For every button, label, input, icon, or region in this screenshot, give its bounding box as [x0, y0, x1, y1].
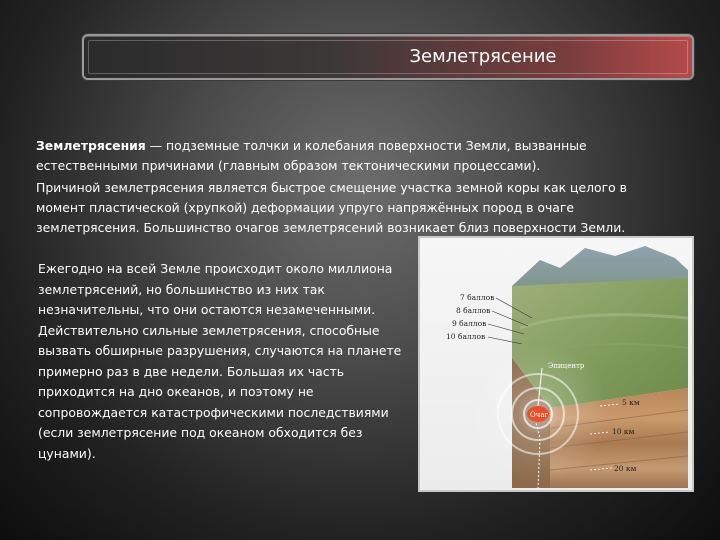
title-bar [84, 36, 692, 78]
intensity-label-7: 7 баллов [460, 293, 495, 302]
depth-label-5km: 5 км [622, 398, 640, 407]
intensity-label-10: 10 баллов [446, 332, 486, 341]
depth-label-20km: 20 км [614, 464, 637, 473]
cause-paragraph: Причиной землетрясения является быстрое смещение участка земной коры как целого в момент пластической (хрупкой) деформации упруго напряжённых пород в очаге землетрясения. Большинство очагов землетрясений возникает близ поверхности Земли. [36, 180, 627, 235]
definition-paragraph [36, 136, 656, 176]
focus-label: Очаг [530, 411, 549, 419]
earthquake-diagram [420, 238, 692, 490]
depth-label-10km: 10 км [612, 427, 635, 436]
page-title: Землетрясение [409, 46, 557, 67]
frequency-paragraph: Ежегодно на всей Земле происходит около миллиона землетрясений, но большинство из них так незначительны, что они остаются незамеченными. Действительно сильные землетрясения, способные вызвать обширные разрушения, случаются на планете примерно раз в две недели. Большая их часть приходится на дно океанов, и поэтому не сопровождается катастрофическими последствиями (если землетрясение под океаном обходится без цунами). [38, 261, 402, 461]
intensity-label-9: 9 баллов [452, 319, 487, 328]
definition-term: Землетрясения [36, 138, 146, 153]
definition-text: — подземные толчки и колебания поверхности Земли, вызванные естественными причинами (главным образом тектоническими процессами). [36, 138, 587, 173]
intensity-label-8: 8 баллов [456, 306, 491, 315]
earthquake-cross-section-illustration [420, 238, 692, 490]
epicenter-label: Эпицентр [548, 362, 585, 370]
